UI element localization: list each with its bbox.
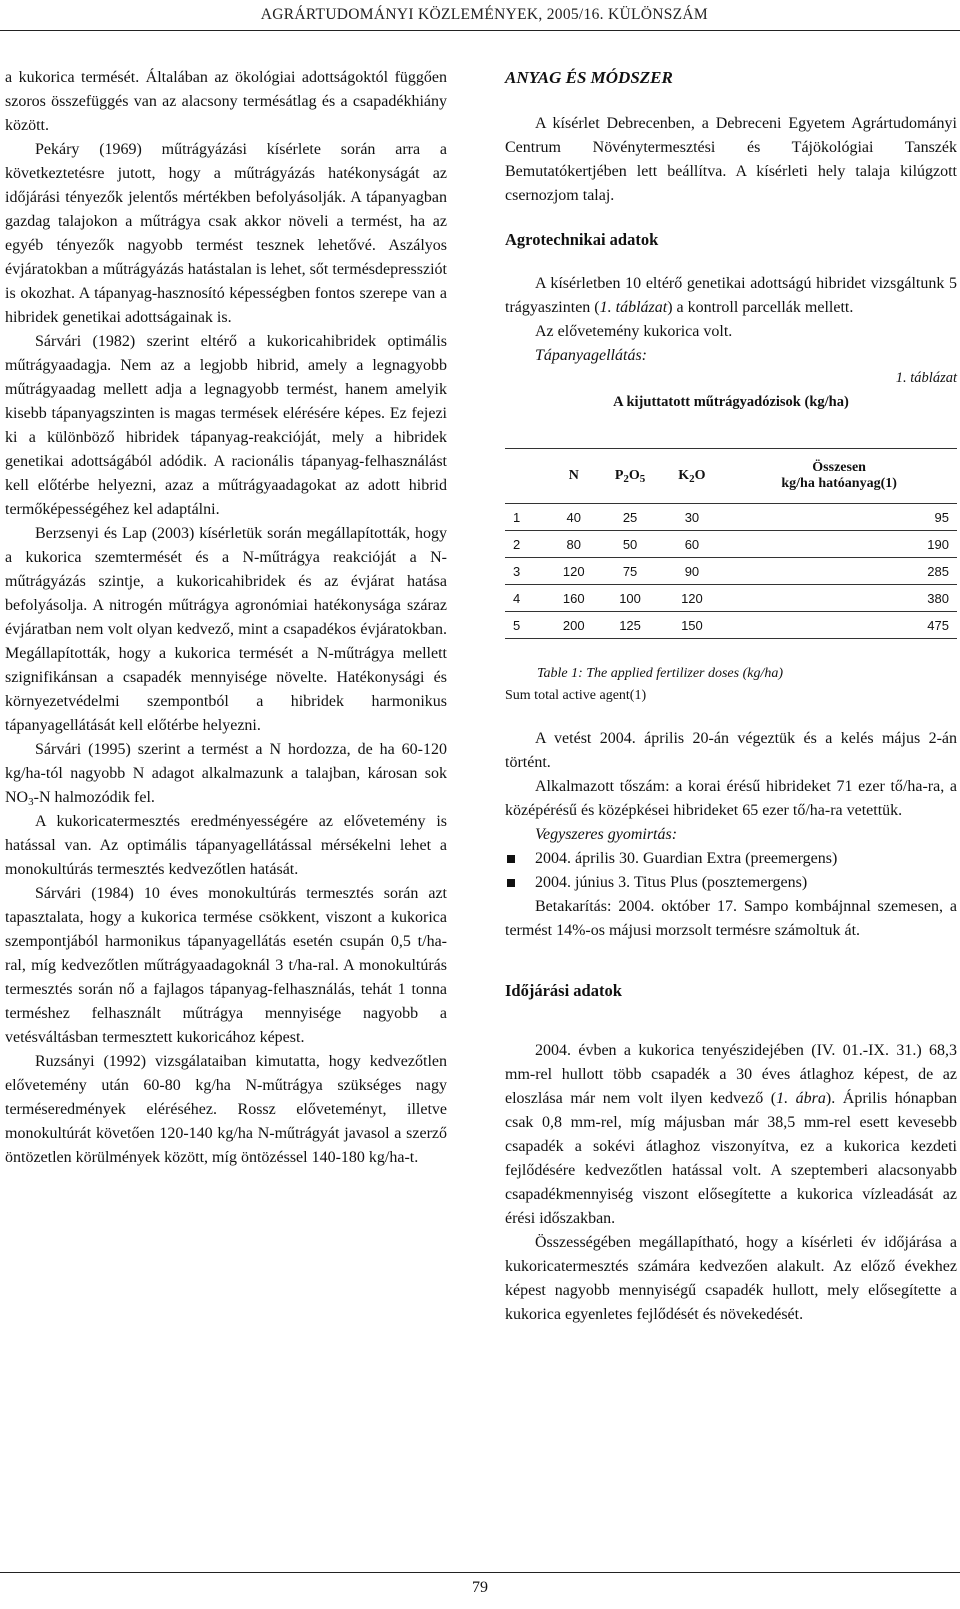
text-run: A kísérletben 10 eltérő genetikai adottságú hibridet vizsgáltunk 5 trágyaszinten ( — [505, 275, 957, 316]
table-title: A kijuttatott műtrágyadózisok (kg/ha) — [613, 394, 849, 410]
paragraph: Vegyszeres gyomirtás: — [535, 826, 678, 843]
header-cell-p2o5: $P_2O_5$ — [598, 449, 663, 504]
paragraph: Tápanyagellátás: — [535, 347, 647, 364]
list-item: 2004. április 30. Guardian Extra (preemergens) — [505, 847, 957, 871]
section-title: ANYAG ÉS MÓDSZER — [505, 68, 673, 87]
paragraph — [505, 1039, 957, 1231]
subsection-title: Időjárási adatok — [505, 981, 622, 1000]
paragraph: A kukoricatermesztés eredményességére az elővetemény is hatással van. Az optimális tápanyagellátással mérsékelni lehet a monokultúrás termesztés kedvezőtlen hatását. — [5, 813, 447, 878]
fertilizer-table — [505, 448, 957, 639]
right-column — [505, 66, 957, 1327]
paragraph: Sárvári (1982) szerint eltérő a kukoricahibridek optimális műtrágyaadagja. Nem az a legjobb hibrid, amely a legnagyobb műtrágyaadag mellett adja a legnagyobb termést, hanem amelyik kisebb tápanyagszinten is magas termések elérésére képes. Ez fejezi ki a különböző hibridek tápanyag-reakcióját, mely a hibridek genetikai adottságából adódik. A racionális tápanyag-felhasználást kell előtérbe helyezni, azaz a műtrágyaadagokat az adott hibrid termőképességéhez kel adaptálni. — [5, 333, 447, 518]
table-row: 2 80 50 60 190 — [505, 531, 957, 558]
left-column — [5, 66, 447, 1170]
herbicide-list — [505, 847, 957, 895]
table-row: 1 40 25 30 95 — [505, 504, 957, 531]
journal-title: AGRÁRTUDOMÁNYI KÖZLEMÉNYEK, 2005/16. KÜLÖNSZÁM — [260, 6, 708, 23]
paragraph: A kísérlet Debrecenben, a Debreceni Egyetem Agrártudományi Centrum Növénytermesztési és Tájökológiai Tanszék Bemutatókertjében lett beállítva. A kísérleti hely talaja kilúgzott csernozjom talaj. — [505, 115, 957, 204]
paragraph: Pekáry (1969) műtrágyázási kísérlete során arra a következtetésre jutott, hogy a műtrágyázás hatékonyságát az időjárási tényezők jelentős mértékben befolyásolják. A tápanyagban gazdag talajokon a műtrágya csak akkor növeli a termést, ha az egyéb tényezők nagyobb termést tesznek lehetővé. Aszályos évjáratokban a műtrágyázás hatástalan is lehet, sőt termésdepressziót is okozhat. A tápanyag-hasznosító képességben fontos szerepe van a hibridek genetikai adottságainak is. — [5, 141, 447, 326]
paragraph: Alkalmazott tőszám: a korai érésű hibrideket 71 ezer tő/ha-ra, a középérésű és középkései hibrideket 65 ezer tő/ha-ra vetettük. — [505, 778, 957, 819]
table-number: 1. táblázat — [895, 370, 957, 386]
table-row: 4 160 100 120 380 — [505, 585, 957, 612]
paragraph: Ruzsányi (1992) vizsgálataiban kimutatta, hogy kedvezőtlen elővetemény után 60-80 kg/ha N-műtrágya szükséges nagy terméseredmények eléréséhez. Rossz előveteményt, illetve monokultúrát követően 120-140 kg/ha N-műtrágyát javasol a szerző öntözetlen körülmények között, míg öntözéssel 140-180 kg/ha-t. — [5, 1053, 447, 1166]
paragraph: Az elővetemény kukorica volt. — [535, 323, 733, 340]
running-header — [0, 0, 960, 31]
header-cell — [505, 449, 550, 504]
text-run: ). Április hónapban csak 0,8 mm-rel, míg májusban már 38,5 mm-rel esett kevesebb csapadék a sokévi átlaghoz viszonyítva, ez a kukorica kezdeti fejlődésére kedvezőtlen hatással volt. A szeptemberi alacsonyabb csapadékmennyiség viszont elősegítette a kukorica vízleadását az érési időszakban. — [505, 1090, 957, 1227]
paragraph: Összességében megállapítható, hogy a kísérleti év időjárása a kukoricatermesztés számára kedvezően alakult. Az előző évekhez képest nagyobb mennyiségű csapadék hullott, mely elősegítette a kukorica egyenletes fejlődését és növekedését. — [505, 1234, 957, 1323]
page-footer — [0, 1572, 960, 1603]
paragraph: a kukorica termését. Általában az ökológiai adottságoktól függően szoros összefüggés van az alacsony termésátlag és a csapadékhiány között. — [5, 69, 447, 134]
header-cell-k2o: $K_2O$ — [663, 449, 722, 504]
header-cell-n: N — [550, 449, 598, 504]
list-item: 2004. június 3. Titus Plus (posztemergens) — [505, 871, 957, 895]
paragraph: Betakarítás: 2004. október 17. Sampo kombájnnal szemesen, a termést 14%-os májusi morzsolt termésre számoltuk át. — [505, 898, 957, 939]
table-caption-english-footnote: Sum total active agent(1) — [505, 688, 647, 703]
figure-reference: 1. ábra — [776, 1090, 826, 1107]
header-cell-total: Összesen kg/ha hatóanyag(1) — [721, 449, 957, 504]
page-number: 79 — [472, 1579, 488, 1596]
table-row: 5 200 125 150 475 — [505, 612, 957, 639]
text-run: 2004. évben a kukorica tenyészidejében (IV. 01.-IX. 31.) 68,3 mm-rel hullott több csapadék a 30 éves átlaghoz képest, de az eloszlása már nem volt ilyen kedvező ( — [505, 1042, 957, 1107]
table-caption-english: Table 1: The applied fertilizer doses (kg/ha) — [537, 666, 784, 681]
subscript: 3 — [28, 796, 34, 808]
paragraph: Sárvári (1984) 10 éves monokultúrás termesztés során azt tapasztalata, hogy a kukorica termése csökkent, viszont a kukorica szempontjából harmonikus tápanyagellátás esetén csupán 0,5 t/ha-ral, míg kedvezőtlen műtrágyaadagoknál 3 t/ha-ral. A monokultúrás termesztés során nő a fajlagos tápanyag-felhasználás, tehát 1 tonna terméshez felhasznált műtrágya mennyisége nagyobb a vetésváltásban termesztett kukoricához képest. — [5, 885, 447, 1046]
paragraph: A vetést 2004. április 20-án végeztük és a kelés május 2-án történt. — [505, 730, 957, 771]
table-reference: 1. táblázat — [599, 299, 668, 316]
paragraph — [5, 738, 447, 810]
subsection-title: Agrotechnikai adatok — [505, 230, 659, 249]
table-row: 3 120 75 90 285 — [505, 558, 957, 585]
table-header-row — [505, 449, 957, 504]
text-run: Sárvári (1995) szerint a termést a N hordozza, de ha 60-120 kg/ha-tól nagyobb N adagot alkalmazunk a talajban, károsan sok NO — [5, 741, 447, 806]
paragraph — [505, 272, 957, 320]
text-run: -N halmozódik fel. — [33, 789, 155, 806]
paragraph: Berzsenyi és Lap (2003) kísérletük során megállapították, hogy a kukorica szemtermését és a N-műtrágya reakcióját a N-műtrágyázás szintje, a kukoricahibridek és az évjárat hatása befolyásolja. A nitrogén műtrágya agronómiai hatékonysága száraz évjáratban nem volt olyan kedvező, mint a csapadékos évjáratokban. Megállapították, hogy a kukorica termését a N-műtrágya mellett szignifikánsan a csapadék mennyisége növelte. Hatékonysági és környezetvédelmi szempontból a hibridek harmonikus tápanyagellátását kell előtérbe helyezni. — [5, 525, 447, 734]
text-run: ) a kontroll parcellák mellett. — [667, 299, 854, 316]
